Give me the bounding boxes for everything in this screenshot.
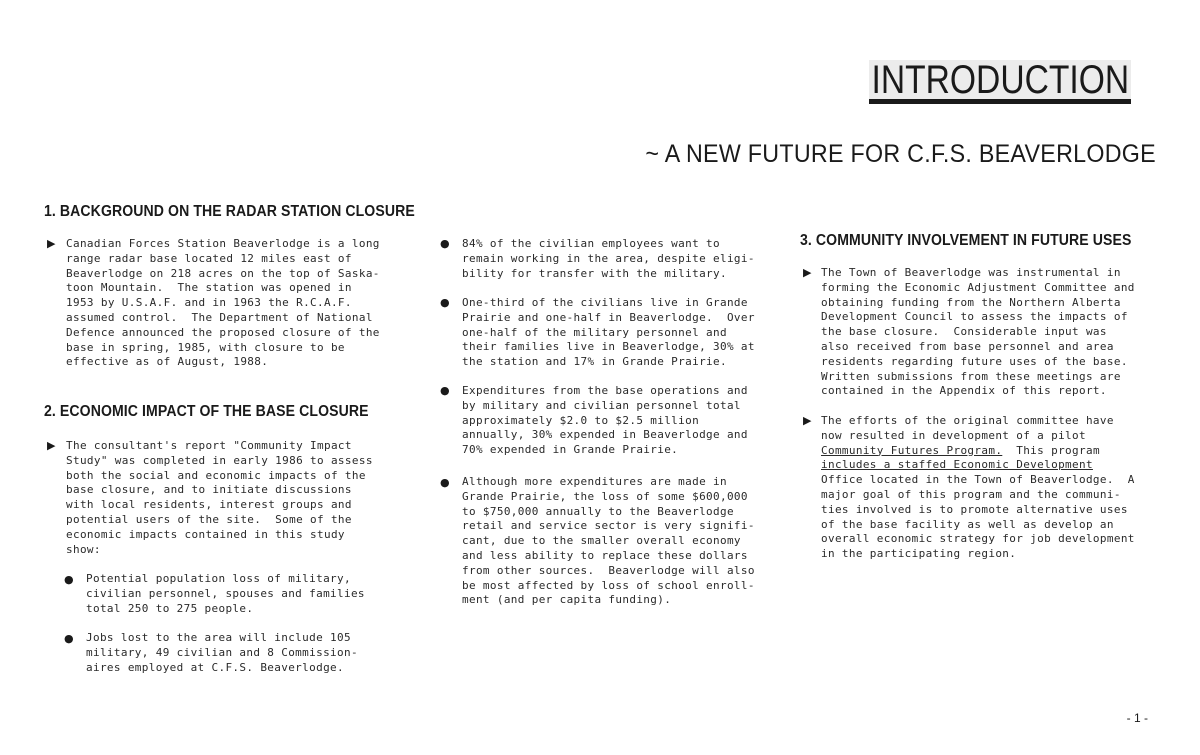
text-line: the base closure. Considerable input was [821, 325, 1107, 339]
bullet-dot-icon: ● [440, 296, 450, 309]
text-line: overall economic strategy for job development [821, 532, 1135, 546]
middle-bullet-3 [462, 384, 748, 458]
text-line: Office located in the Town of Beaverlodge. A [821, 473, 1135, 487]
text-line: total 250 to 275 people. [86, 601, 254, 615]
text-line: to $750,000 annually to the Beaverlodge [462, 504, 734, 518]
text-line: the station and 17% in Grande Prairie. [462, 355, 727, 369]
text-line: major goal of this program and the communi- [821, 487, 1121, 501]
text-line: Potential population loss of military, [86, 572, 351, 585]
triangle-bullet-icon: ▶ [47, 439, 56, 452]
text-line: One-third of the civilians live in Grande [462, 296, 748, 309]
bullet-dot-icon: ● [440, 237, 450, 250]
text-line: 84% of the civilian employees want to [462, 237, 720, 250]
text-fragment: This program [1002, 443, 1100, 457]
text-line: with local residents, interest groups and [66, 498, 352, 512]
text-line [821, 444, 1135, 459]
text-line: Jobs lost to the area will include 105 [86, 631, 351, 644]
text-line: economic impacts contained in this study [66, 527, 345, 541]
section-2-bullet-2 [86, 631, 358, 675]
text-line: Beaverlodge on 218 acres on the top of Saska- [66, 266, 380, 280]
text-line: ties involved is to promote alternative uses [821, 502, 1128, 516]
page-subtitle: ~ A NEW FUTURE FOR C.F.S. BEAVERLODGE [645, 140, 1156, 168]
bullet-dot-icon: ● [64, 632, 74, 645]
text-line: ment (and per capita funding). [462, 593, 672, 607]
text-line: assumed control. The Department of National [66, 310, 373, 324]
text-line: show: [66, 542, 101, 556]
text-line: residents regarding future uses of the base. [821, 354, 1128, 368]
text-line: range radar base located 12 miles east of [66, 251, 352, 265]
text-line: their families live in Beaverlodge, 30% at [462, 340, 755, 354]
middle-bullet-2 [462, 296, 755, 370]
text-line: potential users of the site. Some of the [66, 512, 352, 526]
text-line: Expenditures from the base operations and [462, 384, 748, 397]
text-line: now resulted in development of a pilot [821, 428, 1086, 442]
text-line: effective as of August, 1988. [66, 355, 269, 369]
text-line: forming the Economic Adjustment Committee and [821, 280, 1135, 294]
text-line: obtaining funding from the Northern Alberta [821, 295, 1121, 309]
triangle-bullet-icon: ▶ [803, 266, 812, 279]
text-line: base in spring, 1985, with closure to be [66, 340, 345, 354]
text-line: Grande Prairie, the loss of some $600,000 [462, 489, 748, 503]
triangle-bullet-icon: ▶ [803, 414, 812, 427]
title-box [869, 57, 1131, 104]
text-line: Study" was completed in early 1986 to assess [66, 453, 373, 467]
text-line: Although more expenditures are made in [462, 475, 727, 488]
text-line: Written submissions from these meetings are [821, 369, 1121, 383]
text-line: civilian personnel, spouses and families [86, 586, 365, 600]
section-3-paragraph-2 [821, 414, 1135, 562]
text-line: one-half of the military personnel and [462, 325, 727, 339]
text-line: 70% expended in Grande Prairie. [462, 443, 679, 457]
text-line: contained in the Appendix of this report. [821, 384, 1107, 398]
text-line: retail and service sector is very signifi- [462, 519, 755, 533]
middle-bullet-1 [462, 237, 755, 281]
text-line: base closure, and to initiate discussions [66, 483, 352, 497]
bullet-dot-icon: ● [64, 573, 74, 586]
text-line: Defence announced the proposed closure of the [66, 325, 380, 339]
section-2-heading: 2. ECONOMIC IMPACT OF THE BASE CLOSURE [44, 403, 369, 420]
text-line: 1953 by U.S.A.F. and in 1963 the R.C.A.F. [66, 296, 352, 310]
page-title: INTRODUCTION [871, 57, 1129, 102]
text-line: Development Council to assess the impacts of [821, 310, 1128, 324]
text-line: remain working in the area, despite eligi- [462, 251, 755, 265]
text-line: from other sources. Beaverlodge will also [462, 563, 755, 577]
text-line: by military and civilian personnel total [462, 398, 741, 412]
section-1-heading: 1. BACKGROUND ON THE RADAR STATION CLOSURE [44, 203, 415, 220]
bullet-dot-icon: ● [440, 384, 450, 397]
text-line: cant, due to the smaller overall economy [462, 534, 741, 548]
section-3-paragraph-1 [821, 266, 1135, 399]
text-line: military, 49 civilian and 8 Commission- [86, 645, 358, 659]
section-3-heading: 3. COMMUNITY INVOLVEMENT IN FUTURE USES [800, 232, 1132, 249]
triangle-bullet-icon: ▶ [47, 237, 56, 250]
text-line: approximately $2.0 to $2.5 million [462, 413, 700, 427]
text-line: The Town of Beaverlodge was instrumental in [821, 266, 1121, 279]
section-2-bullet-1 [86, 572, 365, 616]
text-line: and less ability to replace these dollars [462, 548, 748, 562]
section-3-paragraph-2-rest [821, 473, 1135, 562]
text-line: includes a staffed Economic Development [821, 458, 1093, 472]
text-line: Canadian Forces Station Beaverlodge is a long [66, 237, 380, 250]
text-line: in the participating region. [821, 547, 1017, 561]
text-line: of the base facility as well as develop an [821, 517, 1114, 531]
text-line: The consultant's report "Community Impact [66, 439, 352, 452]
bullet-dot-icon: ● [440, 476, 450, 489]
text-line: both the social and economic impacts of the [66, 468, 366, 482]
text-line: be most affected by loss of school enroll- [462, 578, 755, 592]
text-line: The efforts of the original committee have [821, 414, 1114, 427]
middle-bullet-4 [462, 475, 755, 608]
text-line: aires employed at C.F.S. Beaverlodge. [86, 660, 344, 674]
section-1-paragraph [66, 237, 380, 370]
text-line: bility for transfer with the military. [462, 266, 727, 280]
page-number: - 1 - [1126, 711, 1148, 725]
section-2-paragraph [66, 439, 373, 557]
text-line: annually, 30% expended in Beaverlodge and [462, 428, 748, 442]
text-line: also received from base personnel and area [821, 339, 1114, 353]
text-line: toon Mountain. The station was opened in [66, 281, 352, 295]
text-line: Prairie and one-half in Beaverlodge. Over [462, 310, 755, 324]
program-name-underlined: Community Futures Program. [821, 443, 1003, 457]
